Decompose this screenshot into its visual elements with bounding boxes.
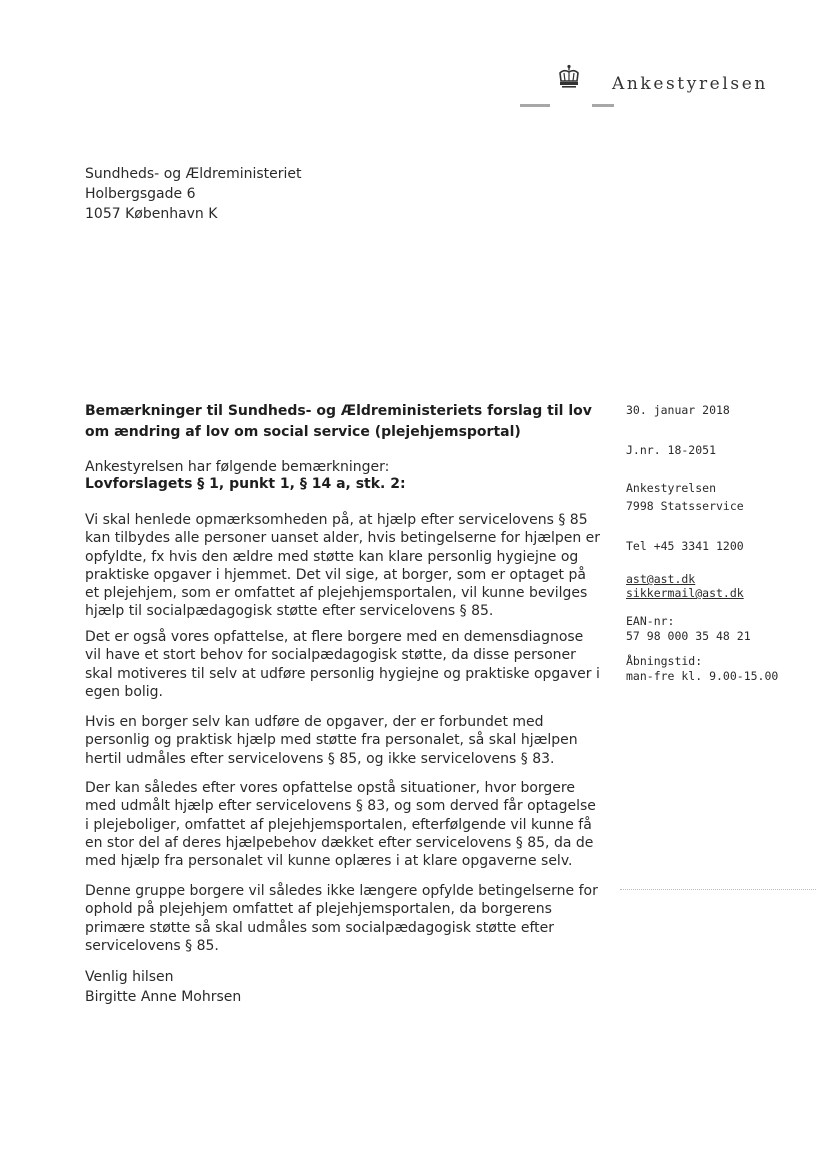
opening-hours-label: Åbningstid:: [626, 654, 703, 668]
logo-divider: [520, 104, 550, 107]
paragraph-line: primære støtte så skal udmåles som socialpædagogisk støtte efter: [85, 919, 555, 936]
section-subheading: Lovforslagets § 1, punkt 1, § 14 a, stk. 2:: [85, 476, 406, 492]
journal-number: J.nr. 18-2051: [626, 443, 717, 457]
paragraph-line: et plejehjem, som er omfattet af plejehjemsportalen, vil kunne bevilges: [85, 585, 588, 602]
paragraph-line: hertil udmåles efter servicelovens § 85, og ikke servicelovens § 83.: [85, 750, 555, 767]
heading-line: om ændring af lov om social service (plejehjemsportal): [85, 424, 521, 440]
email-links: [626, 572, 744, 600]
address-line: Holbergsgade 6: [85, 186, 196, 202]
sender-organization: [626, 479, 744, 515]
paragraph-line: egen bolig.: [85, 683, 164, 700]
email-link[interactable]: ast@ast.dk: [626, 572, 696, 586]
paragraph-line: Denne gruppe borgere vil således ikke længere opfylde betingelserne for: [85, 883, 598, 899]
paragraph-line: ophold på plejehjem omfattet af plejehjemsportalen, da borgerens: [85, 901, 552, 918]
scan-artifact-divider: [620, 889, 816, 891]
paragraph-line: skal motiveres til selv at udføre personlig hygiejne og praktiske opgaver i: [85, 665, 600, 682]
body-paragraph: [85, 713, 605, 768]
paragraph-line: en stor del af deres hjælpebehov dækket efter servicelovens § 85, da de: [85, 834, 594, 851]
body-paragraph: [85, 882, 605, 955]
heading-line: Bemærkninger til Sundheds- og Ældreministeriets forslag til lov: [85, 403, 592, 419]
paragraph-line: opfyldte, fx hvis den ældre med støtte kan klare personlig hygiejne og: [85, 548, 579, 565]
logo-divider: [592, 104, 614, 107]
phone-number: Tel +45 3341 1200: [626, 539, 744, 553]
intro-text: Ankestyrelsen har følgende bemærkninger:: [85, 459, 390, 475]
ean-value: 57 98 000 35 48 21: [626, 629, 751, 643]
paragraph-line: Hvis en borger selv kan udføre de opgaver, der er forbundet med: [85, 714, 544, 730]
body-paragraph: [85, 628, 605, 701]
letter-heading: [85, 401, 605, 443]
ean-info: [626, 614, 751, 644]
paragraph-line: Vi skal henlede opmærksomheden på, at hjælp efter servicelovens § 85: [85, 512, 588, 528]
letter-date: 30. januar 2018: [626, 403, 730, 417]
sender-line: Ankestyrelsen: [626, 481, 717, 495]
crown-logo-icon: [556, 64, 582, 90]
paragraph-line: Det er også vores opfattelse, at flere borgere med en demensdiagnose: [85, 629, 584, 645]
signature-name: Birgitte Anne Mohrsen: [85, 989, 242, 1005]
paragraph-line: vil have et stort behov for socialpædagogisk støtte, da disse personer: [85, 647, 576, 664]
paragraph-line: hjælp til socialpædagogisk støtte efter servicelovens § 85.: [85, 603, 494, 620]
paragraph-line: med udmålt hjælp efter servicelovens § 83, og som derved får optagelse: [85, 798, 596, 815]
ean-label: EAN-nr:: [626, 614, 675, 628]
body-paragraph: [85, 779, 605, 870]
letter-closing: [85, 967, 605, 1007]
paragraph-line: Der kan således efter vores opfattelse opstå situationer, hvor borgere: [85, 780, 575, 796]
org-logo-text: Ankestyrelsen: [612, 74, 768, 94]
secure-email-link[interactable]: sikkermail@ast.dk: [626, 586, 744, 600]
closing-greeting: Venlig hilsen: [85, 969, 174, 985]
paragraph-line: i plejeboliger, omfattet af plejehjemsportalen, efterfølgende vil kunne få: [85, 816, 592, 833]
paragraph-line: praktiske opgaver i hjemmet. Det vil sige, at borger, som er optaget på: [85, 566, 586, 583]
paragraph-line: personlig og praktisk hjælp med støtte fra personalet, så skal hjælpen: [85, 732, 578, 749]
body-paragraph: [85, 511, 605, 621]
paragraph-line: med hjælp fra personalet vil kunne oplæres i at klare opgaverne selv.: [85, 853, 573, 870]
recipient-address: [85, 164, 302, 224]
opening-hours-value: man-fre kl. 9.00-15.00: [626, 669, 779, 683]
sender-line: 7998 Statsservice: [626, 499, 744, 513]
paragraph-line: kan tilbydes alle personer uanset alder, hvis betingelserne for hjælpen er: [85, 530, 601, 547]
address-line: Sundheds- og Ældreministeriet: [85, 166, 302, 182]
opening-hours: [626, 654, 778, 684]
paragraph-line: servicelovens § 85.: [85, 937, 219, 954]
address-line: 1057 København K: [85, 206, 218, 222]
